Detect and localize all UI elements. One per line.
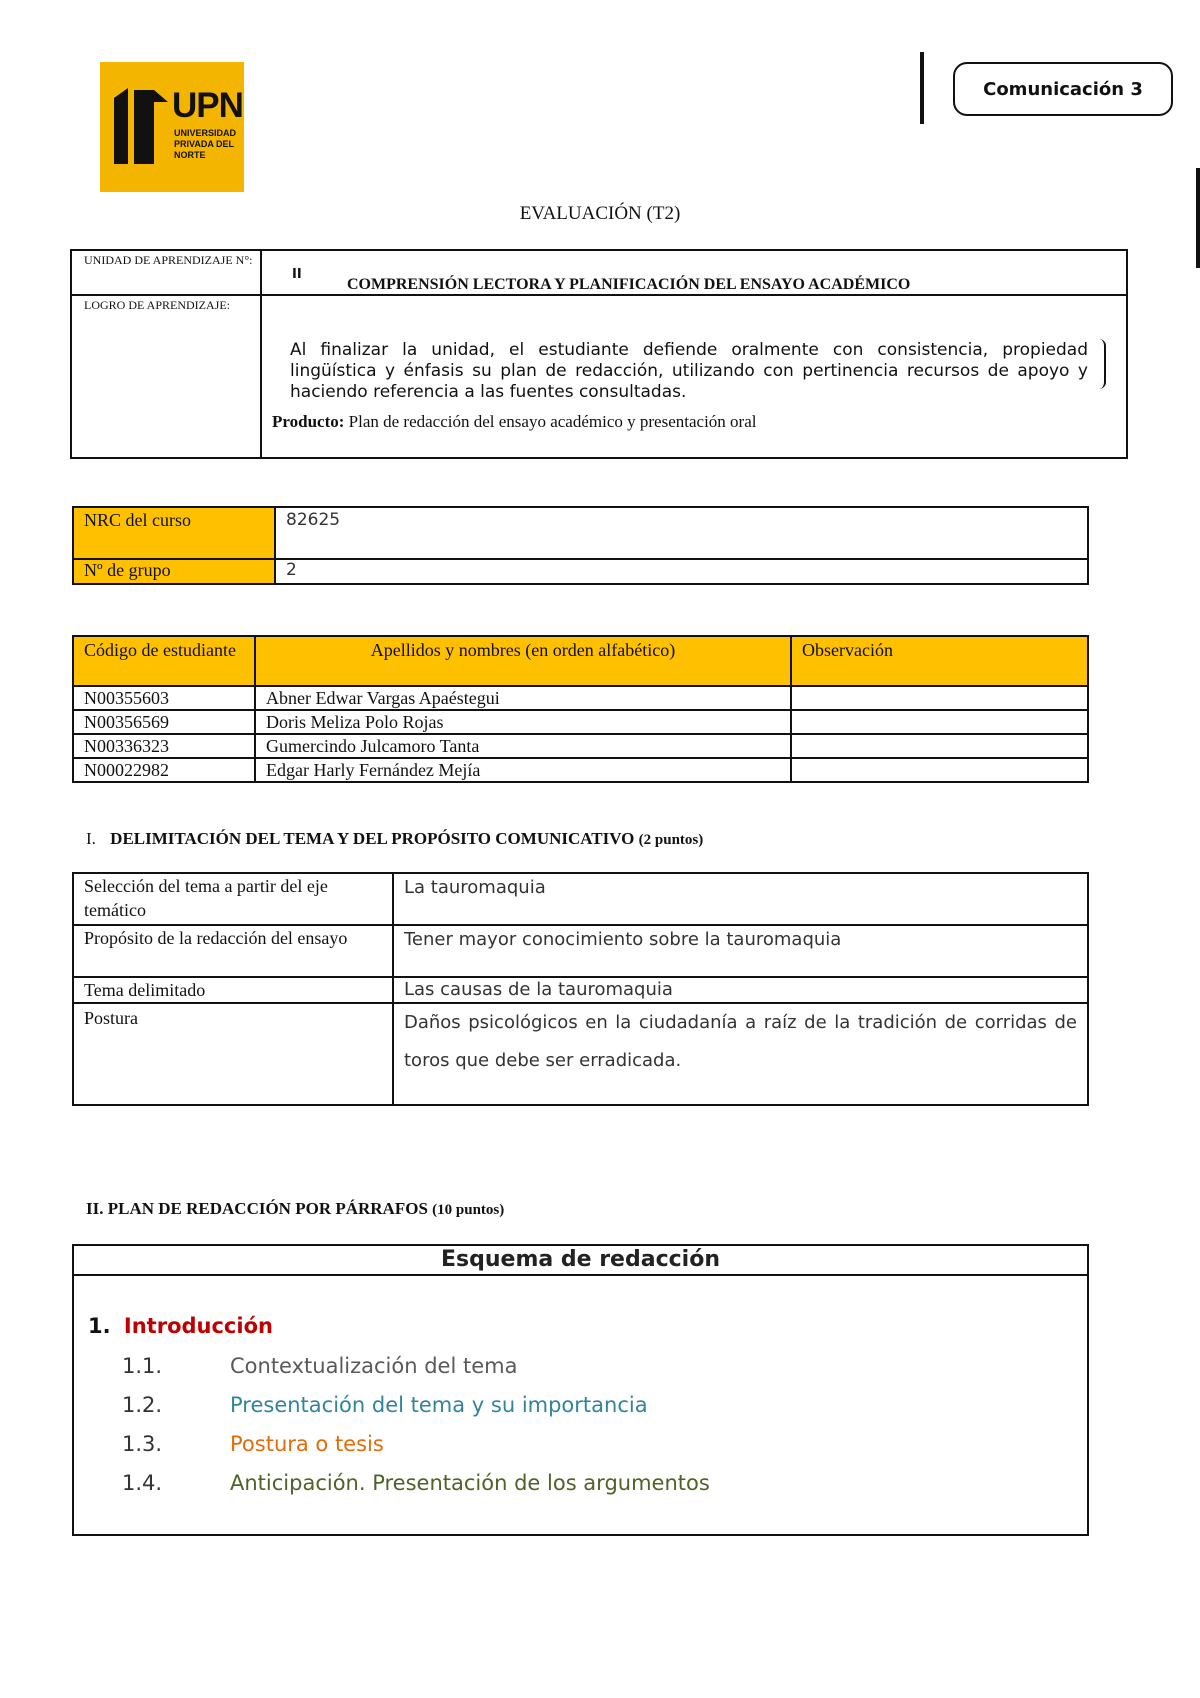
intro-label: Introducción	[123, 1314, 273, 1338]
student-name: Edgar Harly Fernández Mejía	[255, 758, 791, 782]
item-number: 1.3.	[122, 1432, 163, 1456]
row-value: La tauromaquia	[393, 873, 1088, 925]
section-1-heading	[86, 829, 703, 849]
section-2-heading	[86, 1199, 504, 1219]
list-item: Contextualización del tema	[230, 1354, 518, 1378]
row-value: Tener mayor conocimiento sobre la tauromaquia	[393, 925, 1088, 977]
item-number: 1.2.	[122, 1393, 163, 1417]
item-number: 1.1.	[122, 1354, 163, 1378]
row-label: Postura	[73, 1003, 393, 1105]
product-text: Plan de redacción del ensayo académico y presentación oral	[348, 412, 757, 431]
logo-text: UPN	[172, 86, 243, 125]
col-header-name: Apellidos y nombres (en orden alfabético)	[255, 636, 791, 686]
unit-label: UNIDAD DE APRENDIZAJE N°:	[84, 253, 253, 267]
scheme-title: Esquema de redacción	[74, 1246, 1087, 1276]
row-value: Daños psicológicos en la ciudadanía a raíz de la tradición de corridas de toros que debe ser erradicada.	[393, 1003, 1088, 1105]
unit-table	[70, 249, 1128, 459]
unit-title: COMPRENSIÓN LECTORA Y PLANIFICACIÓN DEL ENSAYO ACADÉMICO	[347, 276, 911, 293]
achievement-text: Al finalizar la unidad, el estudiante defiende oralmente con consistencia, propiedad lingüística y énfasis su plan de redacción, utilizando con pertinencia recursos de apoyo y haciendo referencia a las fuentes consultadas.	[290, 340, 1088, 402]
table-row	[73, 758, 1088, 782]
table-row	[73, 1003, 1088, 1105]
col-header-code: Código de estudiante	[73, 636, 255, 686]
col-header-observation: Observación	[791, 636, 1088, 686]
product-line	[272, 412, 756, 432]
students-table	[72, 635, 1089, 783]
student-name: Gumercindo Julcamoro Tanta	[255, 734, 791, 758]
item-number: 1.4.	[122, 1471, 163, 1495]
course-table	[72, 506, 1089, 585]
group-label: Nº de grupo	[73, 559, 275, 584]
header-divider	[920, 52, 924, 124]
row-label: Propósito de la redacción del ensayo	[73, 925, 393, 977]
list-item: Anticipación. Presentación de los argumentos	[230, 1471, 710, 1495]
achievement-label: LOGRO DE APRENDIZAJE:	[84, 298, 230, 312]
logo-subtext: UNIVERSIDAD PRIVADA DEL NORTE	[174, 128, 237, 160]
unit-number: II	[292, 267, 302, 282]
table-row	[73, 734, 1088, 758]
table-row	[73, 925, 1088, 977]
student-observation	[791, 758, 1088, 782]
evaluation-title: EVALUACIÓN (T2)	[519, 203, 681, 224]
nrc-value: 82625	[275, 507, 1088, 559]
delimitation-table	[72, 872, 1089, 1106]
student-name: Doris Meliza Polo Rojas	[255, 710, 791, 734]
student-observation	[791, 686, 1088, 710]
intro-heading	[88, 1314, 273, 1338]
list-item: Presentación del tema y su importancia	[230, 1393, 648, 1417]
bracket	[1099, 339, 1106, 389]
group-value: 2	[275, 559, 1088, 584]
table-row	[73, 977, 1088, 1003]
student-observation	[791, 734, 1088, 758]
student-code: N00336323	[73, 734, 255, 758]
student-name: Abner Edwar Vargas Apaéstegui	[255, 686, 791, 710]
student-code: N00355603	[73, 686, 255, 710]
intro-number: 1.	[88, 1314, 111, 1338]
table-row	[73, 686, 1088, 710]
section-2-points: (10 puntos)	[432, 1202, 505, 1218]
section-1-points: (2 puntos)	[638, 832, 704, 848]
section-1-number: I.	[86, 829, 96, 848]
section-2-title: II. PLAN DE REDACCIÓN POR PÁRRAFOS	[86, 1199, 428, 1218]
upn-logo	[100, 62, 244, 192]
student-code: N00022982	[73, 758, 255, 782]
table-row	[73, 873, 1088, 925]
product-label: Producto:	[272, 412, 345, 431]
upn-emblem-icon	[100, 62, 244, 192]
section-1-title: DELIMITACIÓN DEL TEMA Y DEL PROPÓSITO COMUNICATIVO	[110, 829, 635, 848]
student-observation	[791, 710, 1088, 734]
scheme-box	[72, 1244, 1089, 1536]
row-value: Las causas de la tauromaquia	[393, 977, 1088, 1003]
list-item: Postura o tesis	[230, 1432, 384, 1456]
student-code: N00356569	[73, 710, 255, 734]
row-label: Tema delimitado	[73, 977, 393, 1003]
course-badge: Comunicación 3	[953, 62, 1173, 116]
nrc-label: NRC del curso	[73, 507, 275, 559]
table-row	[73, 710, 1088, 734]
row-label: Selección del tema a partir del eje temático	[73, 873, 393, 925]
